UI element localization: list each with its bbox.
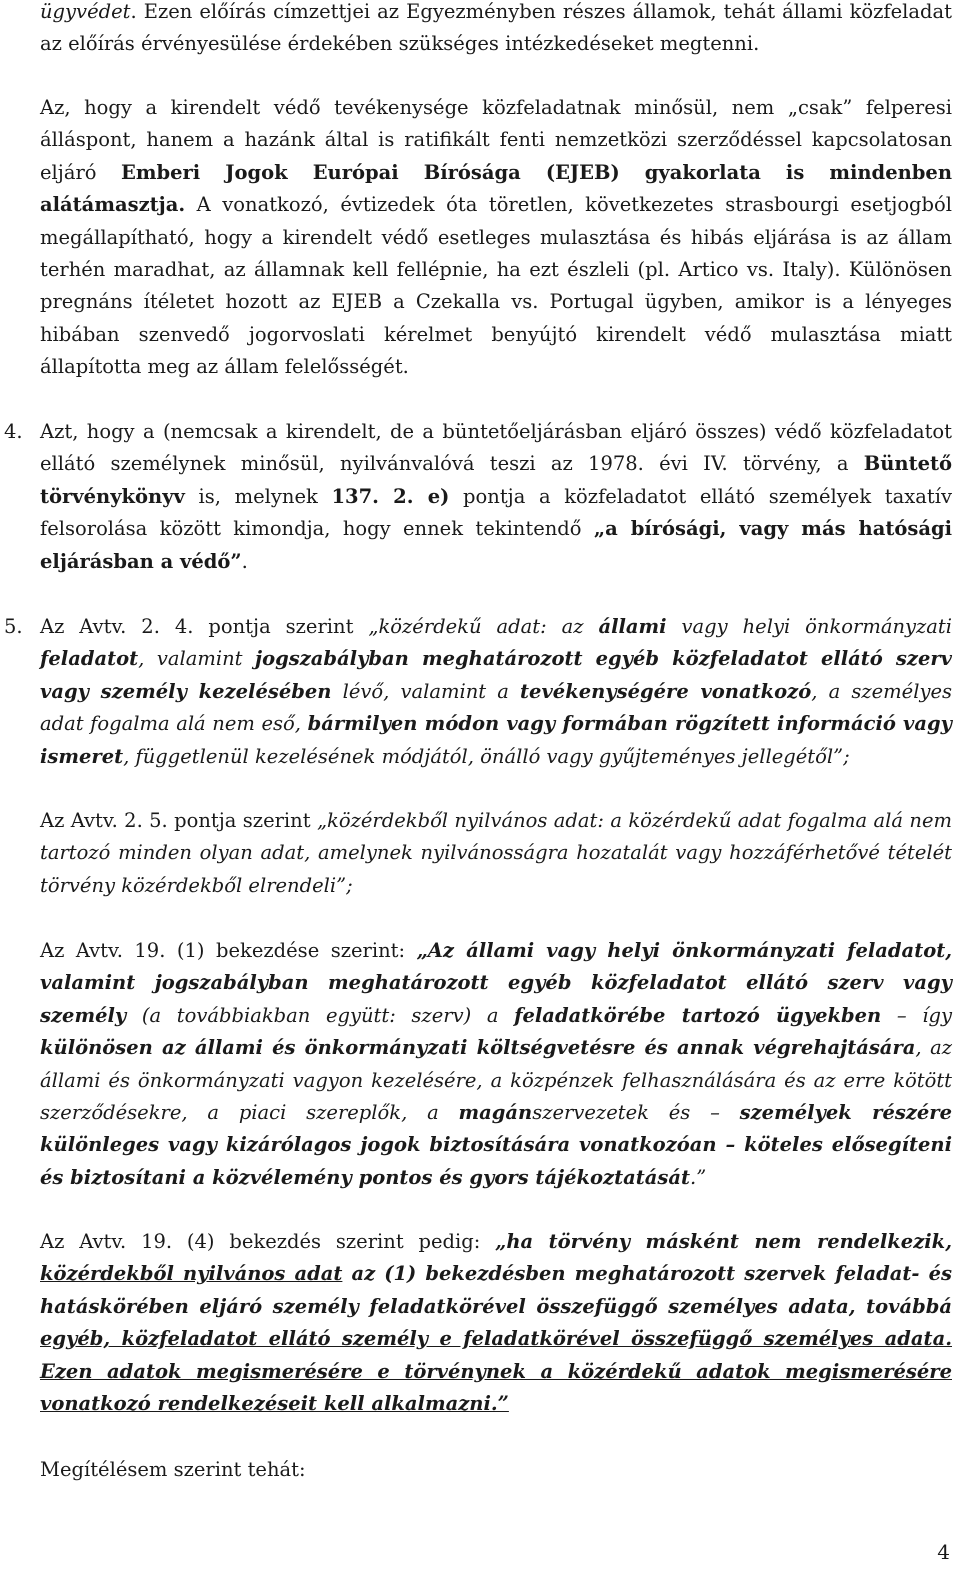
paragraph-conclusion: Megítélésem szerint tehát: bbox=[40, 1458, 306, 1481]
item-number: 4. bbox=[4, 420, 23, 443]
page-number: 4 bbox=[937, 1540, 950, 1564]
paragraph-avtv-19-4: Az Avtv. 19. (4) bekezdés szerint pedig: „ha törvény másként nem rendelkezik, közérdekből nyilvános adat az (1) bekezdésben meghatározott szervek feladat- és hatáskörében eljáró személy feladatkörével összefüggő személyes adata, továbbá egyéb, közfeladatot ellátó személy e feladatkörével összefüggő személyes adata. Ezen adatok megismerésére e törvénynek a közérdekű adatok megismerésére vonatkozó rendelkezéseit kell alkalmazni.” bbox=[40, 1230, 952, 1416]
paragraph-ejeb: Az, hogy a kirendelt védő tevékenysége közfeladatnak minősül, nem „csak” felperesi álláspont, hanem a hazánk által is ratifikált fenti nemzetközi szerződéssel kapcsolatosan eljáró Emberi Jogok Európai Bírósága (EJEB) gyakorlata is mindenben alátámasztja. A vonatkozó, évtizedek óta töretlen, következetes strasbourgi esetjogból megállapítható, hogy a kirendelt védő esetleges mulasztása és hibás eljárása is az állam terhén maradhat, az államnak kell fellépnie, ha ezt észleli (pl. Artico vs. Italy). Különösen pregnáns ítéletet hozott az EJEB a Czekalla vs. Portugal ügyben, amikor is a lényeges hibában szenvedő jogorvoslati kérelmet benyújtó kirendelt védő mulasztása miatt állapította meg az állam felelősségét. bbox=[40, 96, 952, 379]
paragraph-item-5: 5. Az Avtv. 2. 4. pontja szerint „közérdekű adat: az állami vagy helyi önkormányzati feladatot, valamint jogszabályban meghatározott egyéb közfeladatot ellátó szerv vagy személy kezelésében lévő, valamint a tevékenységére vonatkozó, a személyes adat fogalma alá nem eső, bármilyen módon vagy formában rögzített információ vagy ismeret, függetlenül kezelésének módjától, önálló vagy gyűjteményes jellegétől”; bbox=[40, 611, 952, 773]
paragraph-item-4: 4. Azt, hogy a (nemcsak a kirendelt, de a büntetőeljárásban eljáró összes) védő közfeladatot ellátó személynek minősül, nyilvánvalóvá teszi az 1978. évi IV. törvény, a Büntető törvénykönyv is, melynek 137. 2. e) pontja a közfeladatot ellátó személyek taxatív felsorolása között kimondja, hogy ennek tekintendő „a bírósági, vagy más hatósági eljárásban a védő”. bbox=[40, 416, 952, 578]
paragraph-convention: ügyvédet. Ezen előírás címzettjei az Egyezményben részes államok, tehát állami közfeladat az előírás érvényesülése érdekében szükséges intézkedéseket megtenni. bbox=[40, 0, 952, 56]
item-number: 5. bbox=[4, 615, 23, 638]
paragraph-avtv-19-1: Az Avtv. 19. (1) bekezdése szerint: „Az állami vagy helyi önkormányzati feladatot, valamint jogszabályban meghatározott egyéb közfeladatot ellátó szerv vagy személy (a továbbiakban együtt: szerv) a feladatkörébe tartozó ügyekben – így különösen az állami és önkormányzati költségvetésre és annak végrehajtására, az állami és önkormányzati vagyon kezelésére, a közpénzek felhasználására és az erre kötött szerződésekre, a piaci szereplők, a magánszervezetek és – személyek részére különleges vagy kizárólagos jogok biztosítására vonatkozóan – köteles elősegíteni és biztosítani a közvélemény pontos és gyors tájékoztatását.” bbox=[40, 939, 952, 1189]
paragraph-avtv-2-5: Az Avtv. 2. 5. pontja szerint „közérdekből nyilvános adat: a közérdekű adat fogalma alá nem tartozó minden olyan adat, amelynek nyilvánosságra hozatalát vagy hozzáférhetővé tételét törvény közérdekből elrendeli”; bbox=[40, 809, 952, 897]
